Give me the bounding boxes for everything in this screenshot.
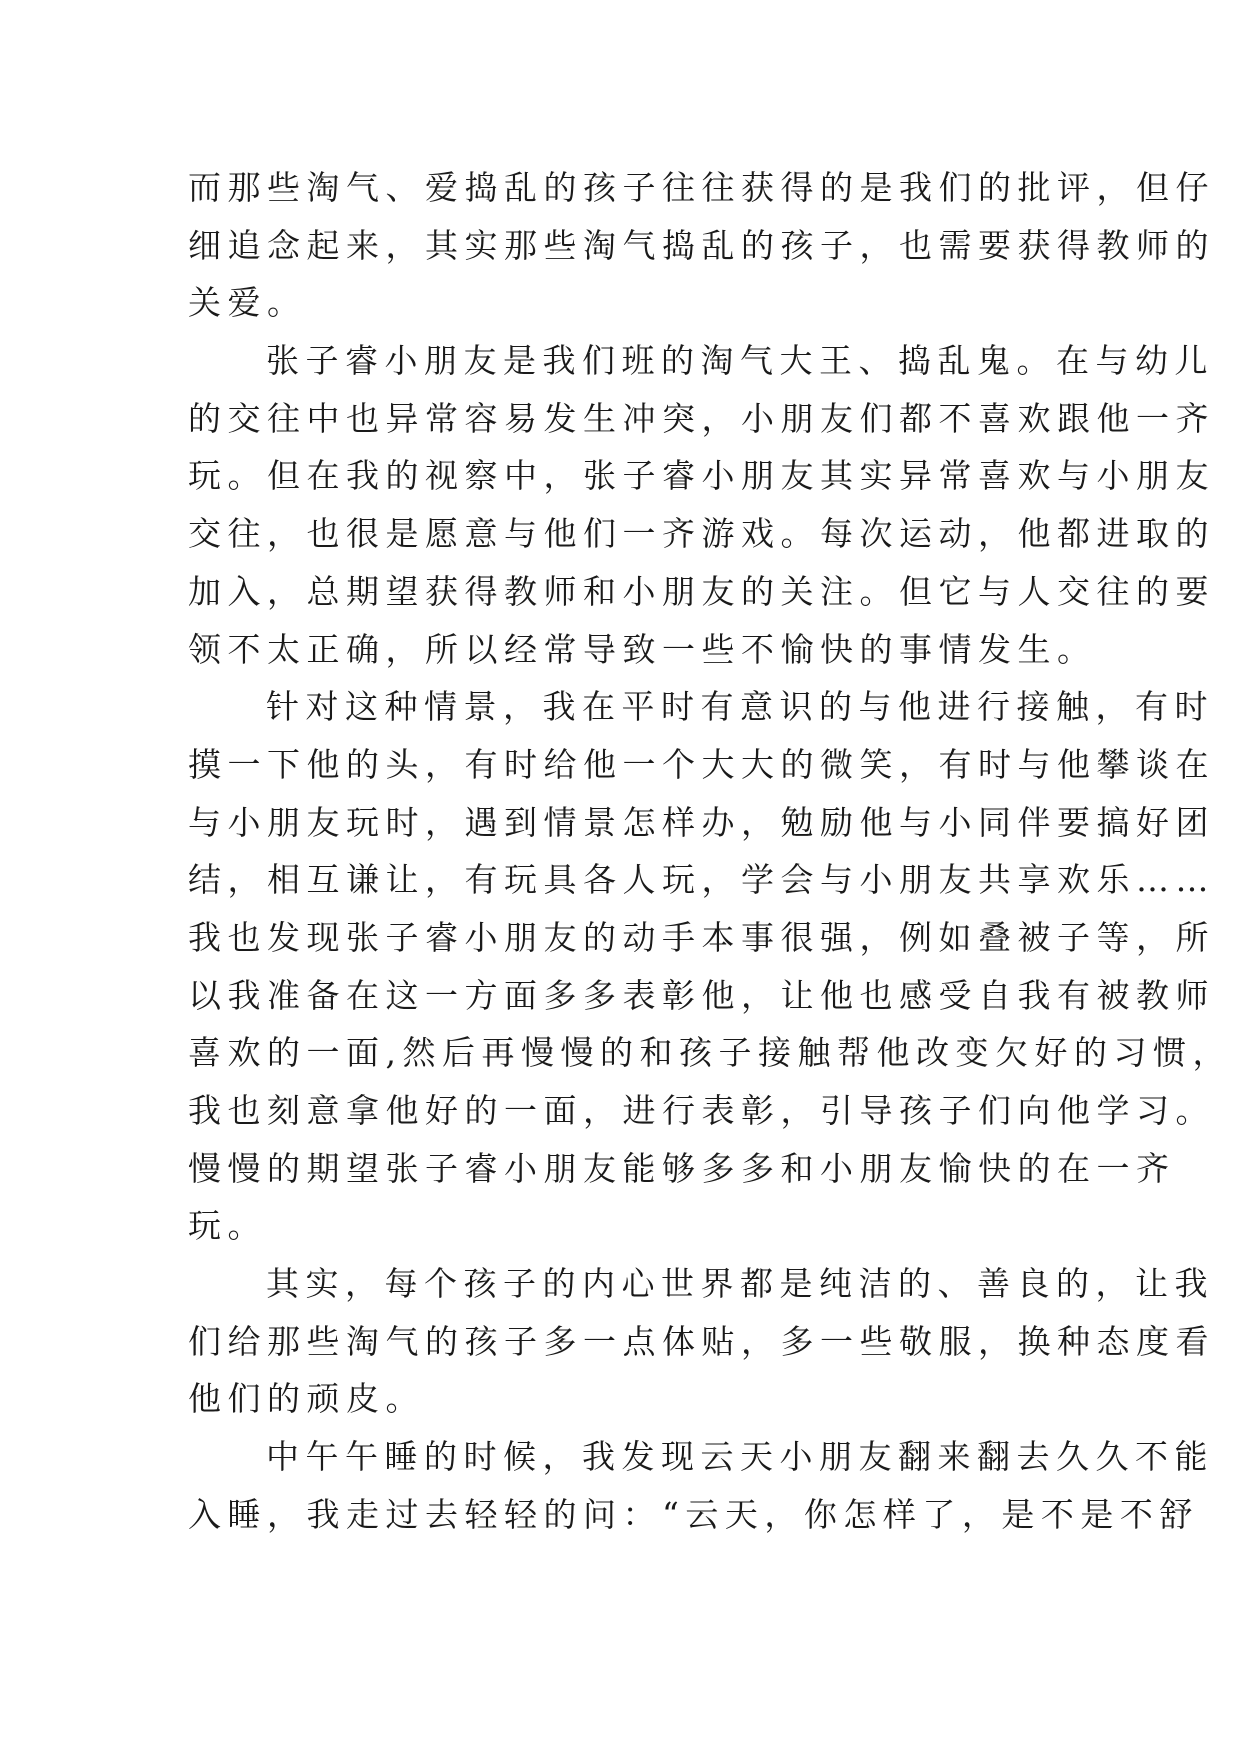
text-line: 摸一下他的头，有时给他一个大大的微笑，有时与他攀谈在 [188,744,1215,784]
text-line: 他们的顽皮。 [188,1379,425,1419]
text-line: 细追念起来，其实那些淘气捣乱的孩子，也需要获得教师的 [188,225,1215,265]
text-line: 以我准备在这一方面多多表彰他，让他也感受自我有被教师 [188,975,1215,1015]
text-line: 加入，总期望获得教师和小朋友的关注。但它与人交往的要 [188,571,1215,611]
text-line: 入睡，我走过去轻轻的问：“云天，你怎样了，是不是不舒 [188,1494,1199,1534]
document-body [188,159,1232,1544]
text-line: 而那些淘气、爱捣乱的孩子往往获得的是我们的批评，但仔 [188,168,1215,207]
text-line: 玩。但在我的视察中，张子睿小朋友其实异常喜欢与小朋友 [188,456,1215,496]
text-line: 其实，每个孩子的内心世界都是纯洁的、善良的，让我 [266,1264,1214,1304]
text-line: 关爱。 [188,283,307,323]
text-line: 的交往中也异常容易发生冲突，小朋友们都不喜欢跟他一齐 [188,398,1215,438]
text-line: 结，相互谦让，有玩具各人玩，学会与小朋友共享欢乐…… [188,860,1215,900]
text-line: 们给那些淘气的孩子多一点体贴，多一些敬服，换种态度看 [188,1321,1215,1361]
text-line: 领不太正确，所以经常导致一些不愉快的事情发生。 [188,629,1097,669]
text-line: 与小朋友玩时，遇到情景怎样办，勉励他与小同伴要搞好团 [188,802,1215,842]
text-line: 中午午睡的时候，我发现云天小朋友翻来翻去久久不能 [266,1437,1214,1477]
text-line: 张子睿小朋友是我们班的淘气大王、捣乱鬼。在与幼儿 [266,341,1214,381]
text-line: 喜欢的一面,然后再慢慢的和孩子接触帮他改变欠好的习惯， [188,1033,1232,1073]
text-line: 交往，也很是愿意与他们一齐游戏。每次运动，他都进取的 [188,514,1215,554]
text-line: 针对这种情景，我在平时有意识的与他进行接触，有时 [266,687,1214,727]
text-line: 玩。 [188,1206,267,1246]
text-line: 我也刻意拿他好的一面，进行表彰，引导孩子们向他学习。 [188,1091,1215,1130]
text-line: 我也发现张子睿小朋友的动手本事很强，例如叠被子等，所 [188,917,1215,957]
text-line: 慢慢的期望张子睿小朋友能够多多和小朋友愉快的在一齐 [188,1148,1176,1188]
